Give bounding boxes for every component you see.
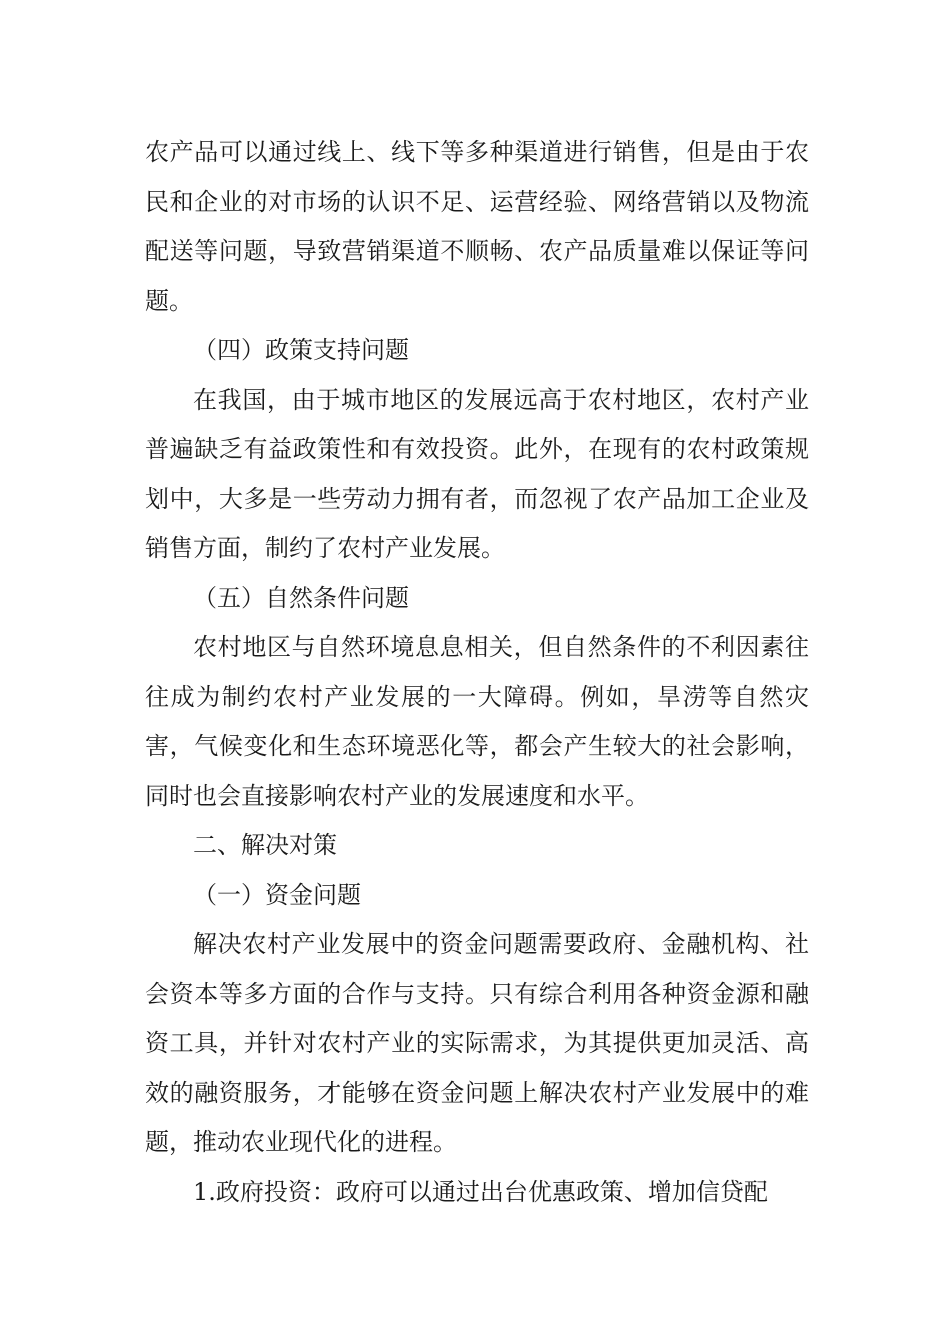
paragraph-marketing-channels: 农产品可以通过线上、线下等多种渠道进行销售，但是由于农民和企业的对市场的认识不足、运营经验、网络营销以及物流配送等问题，导致营销渠道不顺畅、农产品质量难以保证等问题。 — [145, 138, 809, 315]
heading-policy-support: （四）政策支持问题 — [193, 336, 409, 364]
paragraph-government-investment: 1.政府投资：政府可以通过出台优惠政策、增加信贷配 — [193, 1177, 768, 1206]
paragraph-funding-issue: 解决农村产业发展中的资金问题需要政府、金融机构、社会资本等多方面的合作与支持。只有综合利用各种资金源和融资工具，并针对农村产业的实际需求，为其提供更加灵活、高效的融资服务，才能够在资金问题上解决农村产业发展中的难题，推动农业现代化的进程。 — [145, 930, 809, 1156]
paragraph-natural-conditions: 农村地区与自然环境息息相关，但自然条件的不利因素往往成为制约农村产业发展的一大障碍。例如，旱涝等自然灾害，气候变化和生态环境恶化等，都会产生较大的社会影响，同时也会直接影响农村产业的发展速度和水平。 — [145, 633, 809, 810]
heading-solutions: 二、解决对策 — [193, 831, 337, 859]
document-body — [145, 128, 809, 1217]
heading-natural-conditions: （五）自然条件问题 — [193, 583, 409, 612]
heading-funding-issue: （一）资金问题 — [193, 880, 361, 909]
paragraph-policy-support: 在我国，由于城市地区的发展远高于农村地区，农村产业普遍缺乏有益政策性和有效投资。此外，在现有的农村政策规划中，大多是一些劳动力拥有者，而忽视了农产品加工企业及销售方面，制约了农村产业发展。 — [145, 385, 809, 562]
